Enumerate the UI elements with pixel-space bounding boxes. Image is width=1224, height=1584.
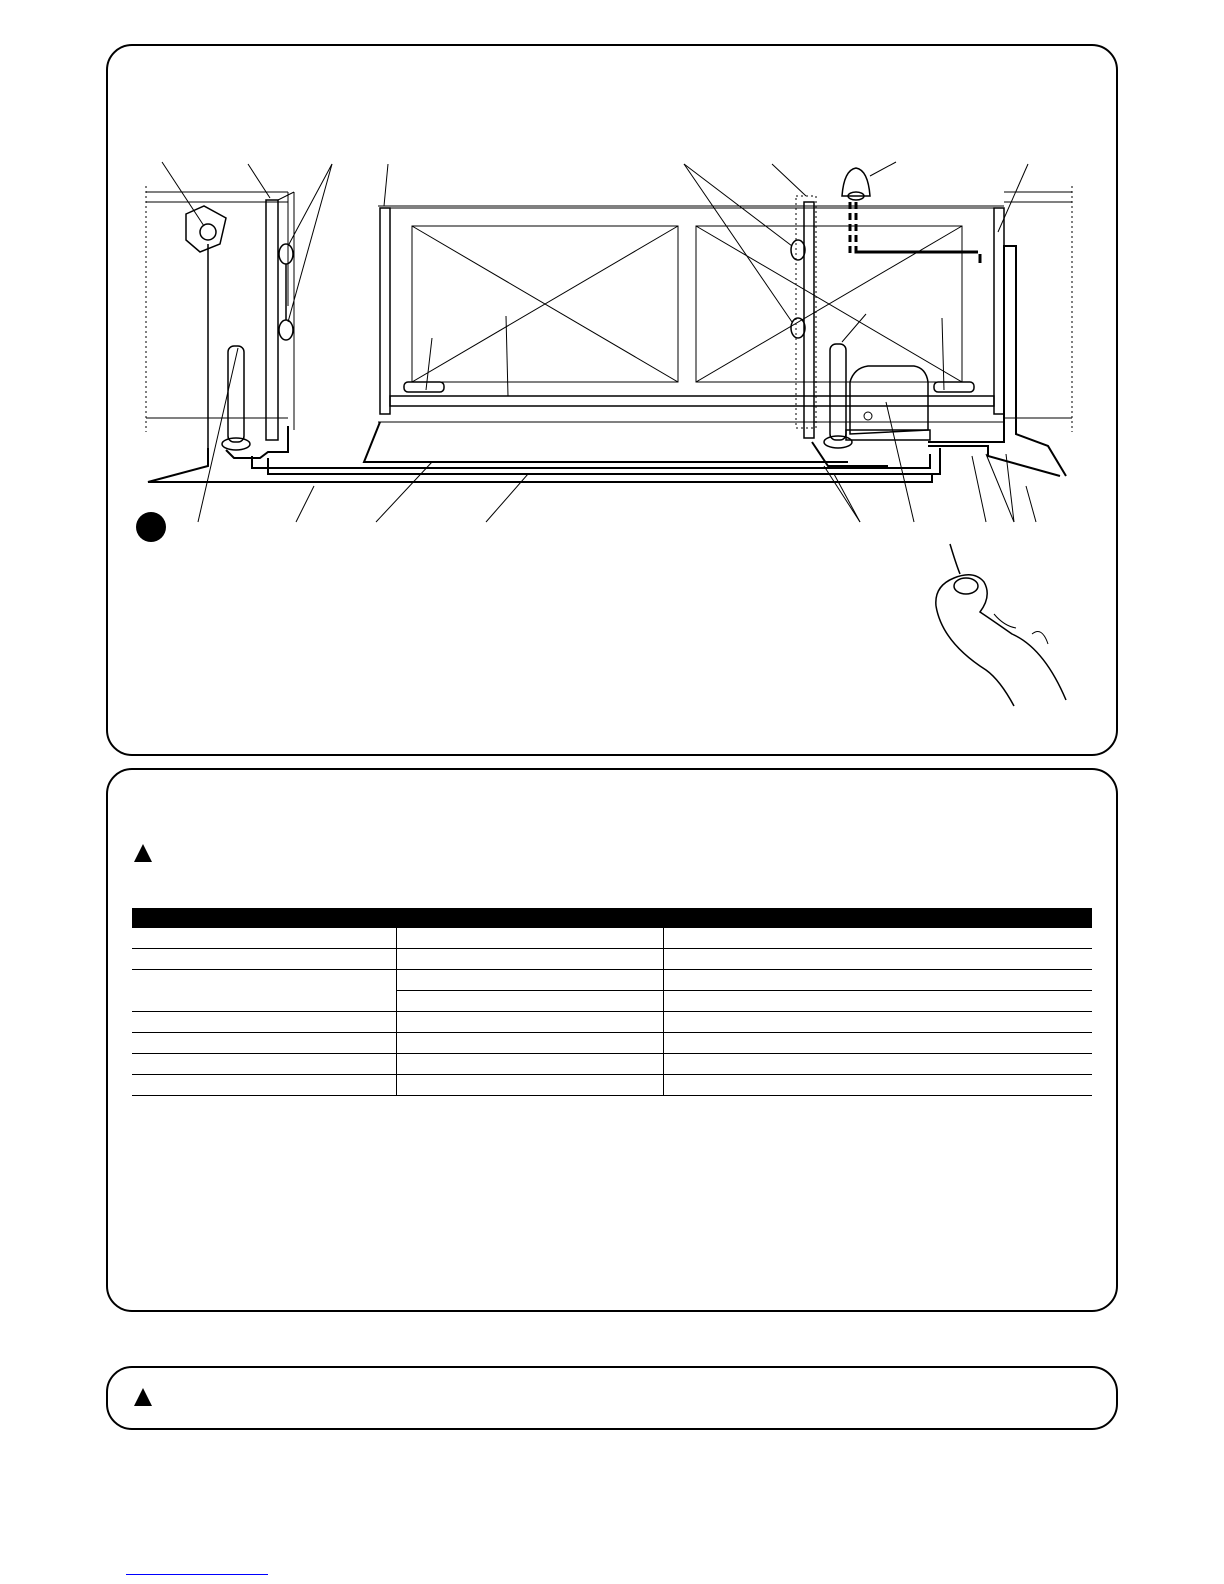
table-cell bbox=[132, 1012, 397, 1033]
table-cell bbox=[132, 1033, 397, 1054]
warning-panel bbox=[106, 1366, 1118, 1430]
table-row bbox=[132, 1054, 1092, 1075]
table-row bbox=[132, 970, 1092, 991]
cable-table-panel bbox=[106, 768, 1118, 1312]
table-header bbox=[397, 908, 664, 928]
motor-unit-drawing bbox=[846, 366, 930, 440]
wall-outlines bbox=[146, 186, 1072, 432]
table-cell bbox=[132, 949, 397, 970]
table-cell bbox=[132, 928, 397, 949]
table-cell bbox=[664, 970, 1093, 991]
table-cell bbox=[664, 1012, 1093, 1033]
table-header-row bbox=[132, 908, 1092, 928]
remote-transmitter-drawing bbox=[936, 544, 1066, 706]
table-cell bbox=[132, 1054, 397, 1075]
table-row bbox=[132, 928, 1092, 949]
table-cell bbox=[664, 928, 1093, 949]
table-cell bbox=[397, 1012, 664, 1033]
table-cell bbox=[132, 1075, 397, 1096]
table-row bbox=[132, 949, 1092, 970]
installation-diagram-panel bbox=[106, 44, 1118, 756]
cable-table bbox=[132, 908, 1092, 1096]
table-cell bbox=[397, 949, 664, 970]
table-cell bbox=[664, 1075, 1093, 1096]
flashing-light-drawing bbox=[842, 168, 980, 264]
table-row bbox=[132, 1033, 1092, 1054]
warning-icon bbox=[134, 844, 152, 862]
table-cell bbox=[397, 1054, 664, 1075]
table-cell bbox=[397, 991, 664, 1012]
right-pillar bbox=[791, 196, 816, 438]
footer-link-underline bbox=[126, 1574, 268, 1575]
table-cell bbox=[664, 991, 1093, 1012]
table-cell bbox=[397, 1033, 664, 1054]
figure-number-badge bbox=[136, 512, 166, 542]
table-cell bbox=[397, 928, 664, 949]
key-selector-drawing bbox=[186, 206, 226, 448]
table-cell bbox=[132, 970, 397, 1012]
gate-leaf bbox=[380, 208, 1004, 414]
table-cell bbox=[397, 1075, 664, 1096]
warning-icon bbox=[134, 1388, 152, 1406]
table-header bbox=[664, 908, 1093, 928]
table-header bbox=[132, 908, 397, 928]
table-cell bbox=[397, 970, 664, 991]
table-cell bbox=[664, 949, 1093, 970]
table-row bbox=[132, 1012, 1092, 1033]
table-row bbox=[132, 1075, 1092, 1096]
table-cell bbox=[664, 1033, 1093, 1054]
gate-installation-illustration bbox=[108, 46, 1116, 754]
table-cell bbox=[664, 1054, 1093, 1075]
